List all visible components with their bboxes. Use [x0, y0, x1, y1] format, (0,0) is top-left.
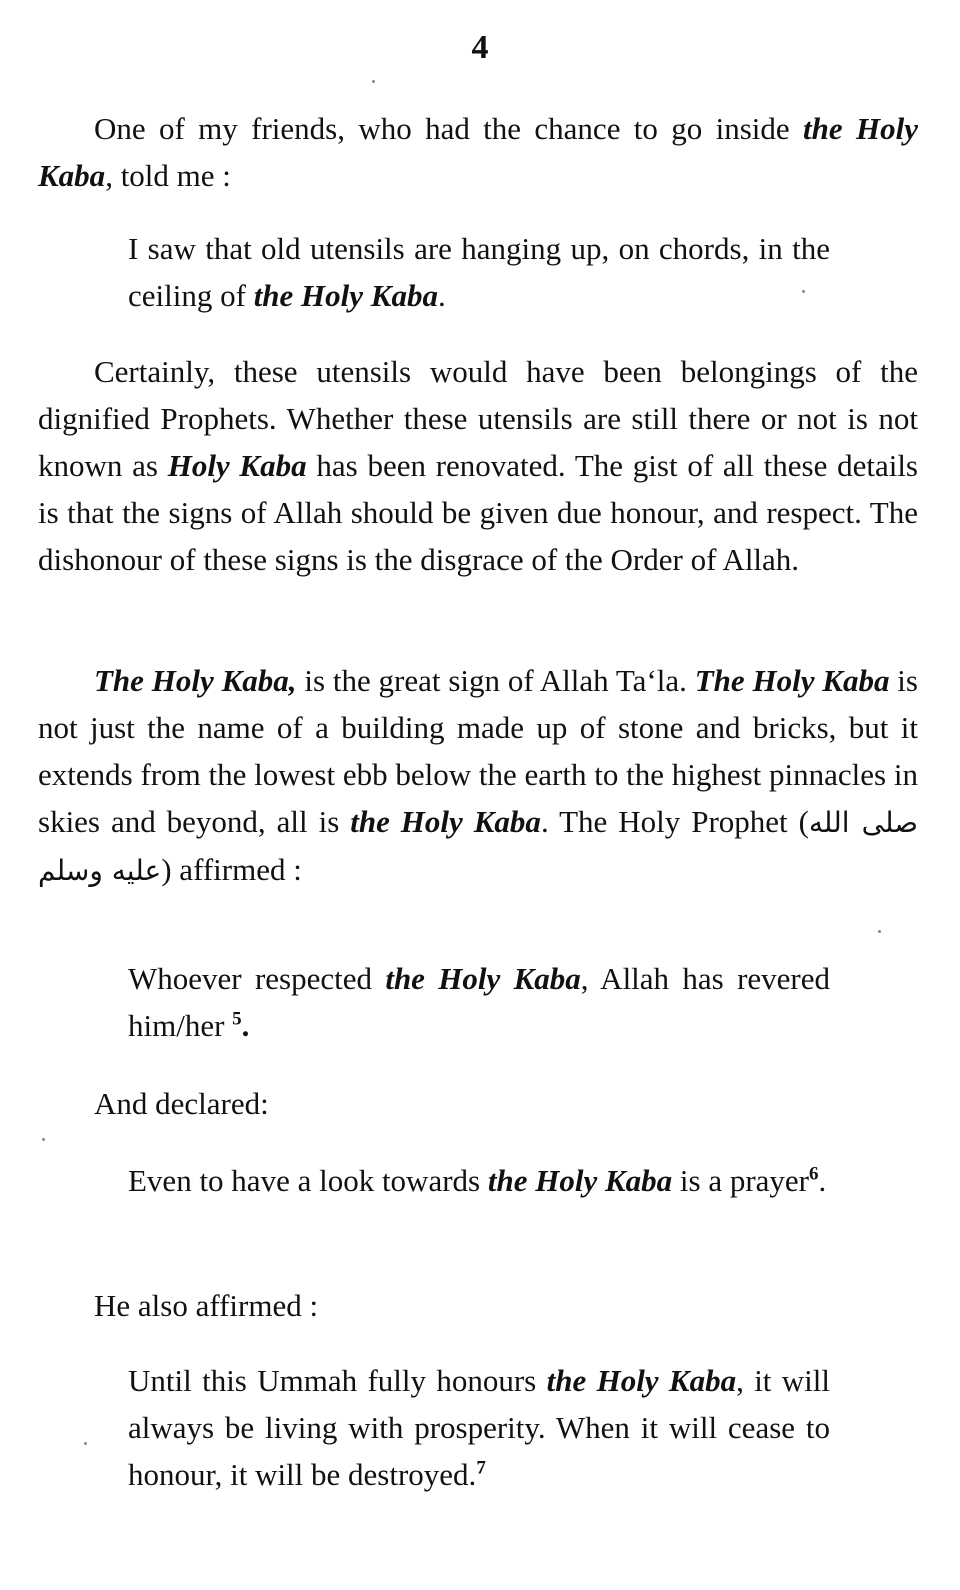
arabic-salutation: صلى الله عليه وسلم	[38, 806, 919, 887]
emphasis-holy-kaba: the Holy Kaba	[487, 1163, 673, 1198]
text-run: , it will always be living with prosperity. When it will cease to honour, it will be destroyed.	[128, 1363, 831, 1492]
quote-look-towards	[128, 1157, 830, 1204]
emphasis-holy-kaba: Holy Kaba	[167, 448, 307, 483]
paragraph-signs-of-allah	[38, 348, 918, 583]
footnote-marker: 7	[476, 1457, 486, 1479]
emphasis-holy-kaba: the Holy Kaba	[350, 804, 541, 839]
paragraph-friend-account	[38, 105, 918, 199]
page-number: 4	[471, 29, 489, 66]
paragraph-great-sign	[38, 657, 918, 894]
scan-speck	[372, 80, 375, 83]
text-run: Certainly, these utensils would have been belongings of the dignified Prophets. Whether these utensils are still there or not is not known as	[38, 354, 918, 483]
text-run: . The Holy Prophet (	[540, 804, 809, 839]
scan-speck	[42, 1138, 45, 1141]
text-run: .	[241, 1008, 250, 1043]
emphasis-holy-kaba: the Holy Kaba	[546, 1363, 737, 1398]
quote-respected	[128, 955, 830, 1049]
emphasis-holy-kaba: the Holy Kaba	[38, 111, 918, 193]
emphasis-holy-kaba: the Holy Kaba	[253, 278, 438, 313]
text-run: Until this Ummah fully honours	[128, 1363, 547, 1398]
quote-ummah-honours	[128, 1357, 830, 1498]
text-run: ) affirmed :	[161, 852, 302, 887]
scan-speck	[802, 290, 805, 293]
scan-speck	[878, 930, 881, 933]
lead-affirmed: He also affirmed :	[94, 1288, 319, 1323]
emphasis-holy-kaba: The Holy Kaba	[694, 663, 890, 698]
quote-utensils	[128, 225, 830, 319]
footnote-marker: 6	[809, 1163, 819, 1185]
text-run: One of my friends, who had the chance to go inside	[94, 111, 804, 146]
text-run: Whoever respected	[128, 961, 386, 996]
text-run: Even to have a look towards	[128, 1163, 488, 1198]
text-run: is the great sign of Allah Ta‘la.	[296, 663, 695, 698]
text-run: , Allah has revered him/her	[128, 961, 830, 1043]
text-run: , told me :	[105, 158, 231, 193]
emphasis-holy-kaba: the Holy Kaba	[385, 961, 581, 996]
text-run: has been renovated. The gist of all these details is that the signs of Allah should be given due honour, and respect. The dishonour of these signs is the disgrace of the Order of Allah.	[38, 448, 918, 577]
footnote-marker: 5	[232, 1008, 242, 1030]
scan-speck	[84, 1442, 87, 1445]
text-run: I saw that old utensils are hanging up, on chords, in the ceiling of	[128, 231, 830, 313]
text-run: .	[818, 1163, 827, 1198]
text-run: .	[437, 278, 446, 313]
lead-declared: And declared:	[94, 1086, 269, 1121]
text-run: is not just the name of a building made up of stone and bricks, but it extends from the lowest ebb below the earth to the highest pinnacles in skies and beyond, all is	[38, 663, 918, 839]
emphasis-holy-kaba: The Holy Kaba,	[94, 663, 297, 698]
text-run: is a prayer	[672, 1163, 809, 1198]
